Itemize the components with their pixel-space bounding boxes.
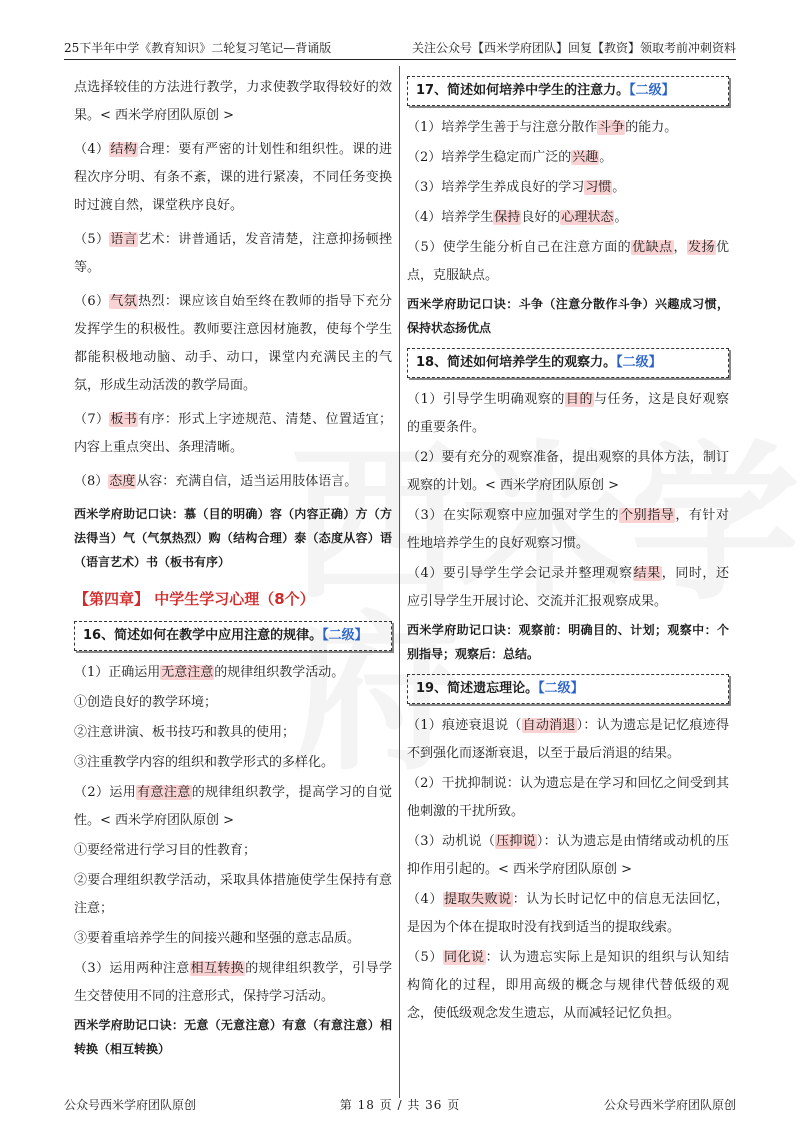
paragraph [74, 74, 392, 130]
text: （4） [74, 142, 110, 157]
text: ：认为遗忘实际上是知识的组织与认知结构简化的过程，即用高级的概念与规律代替低级的观念，使低级观念发生遗忘，从而减轻记忆负担。 [407, 950, 729, 1021]
text: （5）使学生能分析自己在注意方面的 [407, 240, 632, 255]
text: 热烈：课应该自始至终在教师的指导下充分发挥学生的积极性。教师要注意因材施教，使每个学生都能积极地动脑、动手、动口，课堂内充满民主的气氛，形成生动活泼的教学局面。 [74, 294, 392, 393]
text: （2）运用 [74, 785, 137, 800]
highlight: 自动消退 [522, 718, 576, 733]
level-badge: 【二级】 [538, 681, 584, 696]
list-item [407, 560, 729, 616]
highlight: 兴趣 [572, 150, 599, 165]
question-text: 17、简述如何培养中学生的注意力。 [416, 83, 630, 98]
list-item [407, 386, 729, 442]
list-item [407, 174, 729, 202]
footer-left: 公众号西米学府团队原创 [64, 1098, 197, 1112]
list-item [74, 779, 392, 835]
highlight: 目的 [565, 392, 593, 407]
list-item: （2）要有充分的观察准备，提出观察的具体方法，制订观察的计划。< 西米学府团队原创 > [407, 450, 729, 493]
text: 的能力。 [625, 120, 678, 135]
list-item [407, 114, 729, 142]
text: （3）动机说（ [407, 834, 496, 849]
level-badge: 【二级】 [616, 355, 662, 370]
mnemonic-label: 西米学府助记口诀： [407, 297, 519, 311]
text: 合理：要有严密的计划性和组织性。课的进程次序分明、有条不紊，课的进行紧凑，不同任务变换时过渡自然，课堂秩序良好。 [74, 142, 392, 213]
mnemonic [74, 502, 392, 574]
list-item: （2）干扰抑制说：认为遗忘是在学习和回忆之间受到其他刺激的干扰所致。 [407, 776, 729, 819]
highlight: 提取失败说 [443, 892, 512, 907]
list-item [74, 659, 392, 687]
text: （3）运用两种注意 [74, 961, 190, 976]
header-notice: 关注公众号【西米学府团队】回复【教资】领取考前冲刺资料 [411, 41, 736, 55]
highlight: 斗争 [598, 120, 625, 135]
question-title [407, 674, 729, 704]
highlight: 同化说 [443, 950, 485, 965]
left-column [74, 74, 392, 1069]
highlight: 气氛 [110, 294, 138, 309]
text: （1）正确运用 [74, 665, 161, 680]
text: （2）培养学生稳定而广泛的 [407, 150, 572, 165]
sub-item: ①要经常进行学习目的性教育； [74, 843, 257, 858]
mnemonic [407, 618, 729, 666]
question-title [407, 348, 729, 378]
text: （7） [74, 412, 110, 427]
text: （1）痕迹衰退说（ [407, 718, 522, 733]
text: （1）引导学生明确观察的 [407, 392, 565, 407]
highlight: 结构 [110, 142, 138, 157]
list-item [407, 944, 729, 1028]
list-item [407, 502, 729, 558]
highlight: 有意注意 [137, 785, 191, 800]
text: 。 [599, 150, 613, 165]
right-column [407, 74, 729, 1030]
text: 与任务，这是良好观察的重要条件。 [407, 392, 729, 435]
mnemonic [407, 292, 729, 340]
text: 艺术：讲普通话，发音清楚，注意抑扬顿挫等。 [74, 232, 392, 275]
text: （3）在实际观察中应加强对学生的 [407, 508, 620, 523]
header-title: 25下半年中学《教育知识》二轮复习笔记—背诵版 [64, 41, 332, 55]
list-item [74, 406, 392, 462]
list-item [74, 468, 392, 496]
sub-item: ①创造良好的教学环境； [74, 695, 218, 710]
question-text: 19、简述遗忘理论。 [416, 681, 539, 696]
text: ，同时，还应引导学生开展讨论、交流并汇报观察成果。 [407, 566, 729, 609]
highlight: 习惯 [585, 180, 612, 195]
column-divider [399, 66, 400, 1098]
chapter-heading: 【第四章】 中学生学习心理（8个） [74, 590, 315, 608]
highlight: 心理状态 [561, 210, 614, 225]
text: （8） [74, 474, 109, 489]
question-text: 18、简述如何培养学生的观察力。 [416, 355, 617, 370]
page-footer [64, 1096, 736, 1113]
highlight: 相互转换 [190, 961, 245, 976]
text: ，有针对性地培养学生的良好观察习惯。 [407, 508, 729, 551]
sub-item: ③要着重培养学生的间接兴趣和坚强的意志品质。 [74, 931, 361, 946]
sub-item: ②注意讲演、板书技巧和教具的使用； [74, 725, 296, 740]
highlight: 压抑说 [496, 834, 536, 849]
text: （4）要引导学生学会记录并整理观察 [407, 566, 633, 581]
text: 。 [612, 180, 626, 195]
mnemonic-label: 西米学府助记口诀： [74, 507, 185, 521]
list-item [74, 288, 392, 400]
question-title [74, 621, 392, 651]
text: 良好的 [521, 210, 561, 225]
page-number: 第 18 页 / 共 36 页 [339, 1098, 461, 1112]
sub-item: ③注重教学内容的组织和教学形式的多样化。 [74, 755, 335, 770]
highlight: 语言 [110, 232, 138, 247]
text: 有序：形式上字迹规范、清楚、位置适宜；内容上重点突出、条理清晰。 [74, 412, 392, 455]
text: 点选择较佳的方法进行教学，力求使教学取得较好的效果。< 西米学府团队原创 > [74, 80, 392, 123]
highlight: 态度 [109, 474, 136, 489]
list-item [407, 712, 729, 768]
text: （1）培养学生善于与注意分散作 [407, 120, 598, 135]
highlight: 发扬 [688, 240, 715, 255]
mnemonic-text: 斗争（注意分散作斗争）兴趣成习惯，保持状态扬优点 [407, 297, 729, 335]
list-item [74, 226, 392, 282]
highlight: 保持 [494, 210, 521, 225]
text: （5） [407, 950, 443, 965]
text: 的规律组织教学活动。 [214, 665, 345, 680]
text: 的规律组织教学，引导学生交替使用不同的注意形式，保持学习活动。 [74, 961, 392, 1004]
highlight: 板书 [110, 412, 138, 427]
list-item [407, 828, 729, 884]
text: （4）培养学生 [407, 210, 494, 225]
text: 的规律组织教学，提高学习的自觉性。< 西米学府团队原创 > [74, 785, 392, 828]
footer-right: 公众号西米学府团队原创 [603, 1098, 736, 1112]
text: 。 [614, 210, 628, 225]
question-title [407, 76, 729, 106]
list-item [74, 955, 392, 1011]
list-item [407, 886, 729, 942]
sub-item: ②要合理组织教学活动，采取具体措施使学生保持有意注意； [74, 873, 392, 916]
text: ：认为长时记忆中的信息无法回忆，是因为个体在提取时没有找到适当的提取线索。 [407, 892, 729, 935]
text: （5） [74, 232, 110, 247]
text: 从容：充满自信，适当运用肢体语言。 [136, 474, 358, 489]
highlight: 个别指导 [620, 508, 675, 523]
mnemonic-label: 西米学府助记口诀： [407, 623, 519, 637]
mnemonic-text: 无意（无意注意）有意（有意注意）相转换（相互转换） [74, 1018, 392, 1056]
text: （4） [407, 892, 443, 907]
highlight: 优缺点 [632, 240, 673, 255]
highlight: 无意注意 [161, 665, 214, 680]
mnemonic-label: 西米学府助记口诀： [74, 1018, 185, 1032]
page-header [64, 36, 736, 60]
highlight: 结果 [633, 566, 661, 581]
text: 优点，克服缺点。 [407, 240, 729, 283]
level-badge: 【二级】 [322, 628, 368, 643]
mnemonic [74, 1013, 392, 1061]
list-item [407, 234, 729, 290]
text: （3）培养学生养成良好的学习 [407, 180, 585, 195]
mnemonic-text: 观察前：明确目的、计划；观察中：个别指导；观察后：总结。 [407, 623, 729, 661]
text: ）：认为遗忘是记忆痕迹得不到强化而逐渐衰退，以至于最后消退的结果。 [407, 718, 729, 761]
mnemonic-text: 慕（目的明确）容（内容正确）方（方法得当）气（气氛热烈）购（结构合理）泰（态度从容）语（语言艺术）书（板书有序） [74, 507, 392, 569]
text: （6） [74, 294, 110, 309]
text: ， [673, 240, 688, 255]
list-item [407, 144, 729, 172]
text: ）：认为遗忘是由情绪或动机的压抑作用引起的。< 西米学府团队原创 > [407, 834, 729, 877]
list-item [407, 204, 729, 232]
list-item [74, 136, 392, 220]
question-text: 16、简述如何在教学中应用注意的规律。 [83, 628, 323, 643]
level-badge: 【二级】 [629, 83, 675, 98]
